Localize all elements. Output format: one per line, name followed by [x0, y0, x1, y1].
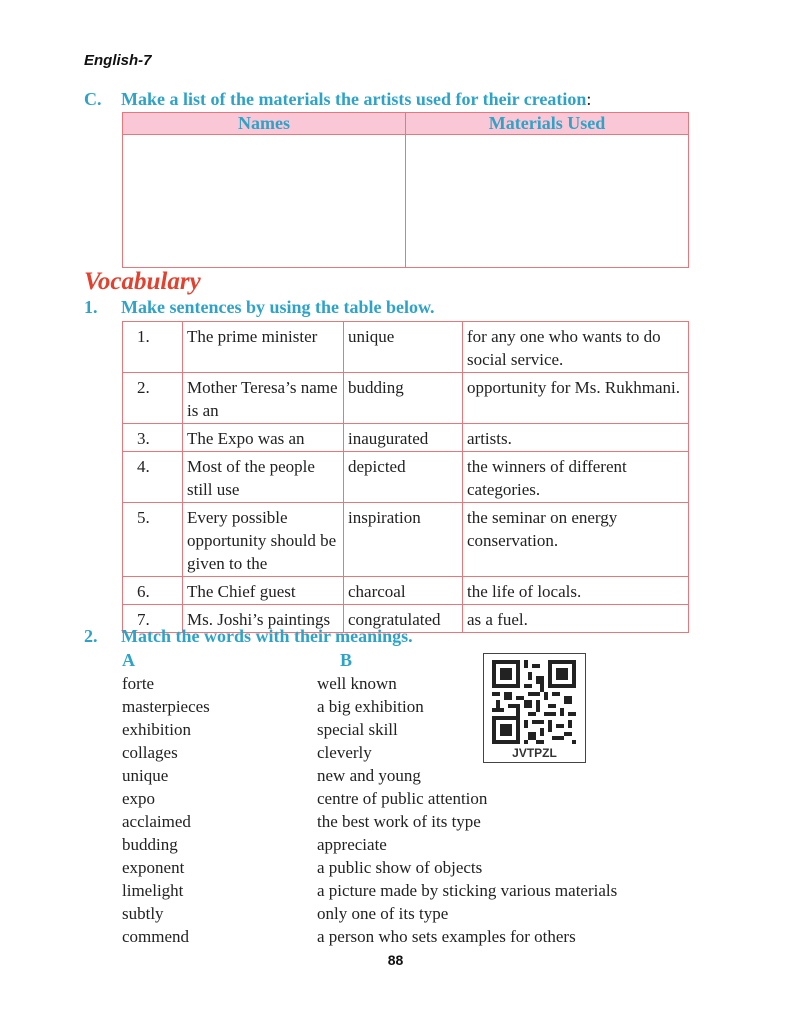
column-a-heading: A	[122, 650, 135, 670]
table-row	[123, 503, 689, 577]
section-c-text: Make a list of the materials the artists used for their creation	[121, 89, 587, 109]
qr-code-icon	[492, 660, 576, 744]
list-item: new and young	[317, 766, 421, 785]
word-cell: congratulated	[344, 605, 463, 633]
exercise-1-heading	[84, 297, 435, 318]
list-item: masterpieces	[122, 697, 210, 716]
word-cell: depicted	[344, 452, 463, 503]
section-c-number: C.	[84, 89, 102, 109]
list-item: only one of its type	[317, 904, 449, 923]
section-c-colon: :	[586, 89, 592, 109]
word-cell: inaugurated	[344, 424, 463, 452]
list-item: appreciate	[317, 835, 387, 854]
list-item: a person who sets examples for others	[317, 927, 576, 946]
list-item: acclaimed	[122, 812, 191, 831]
qr-code	[483, 653, 586, 763]
list-item: a public show of objects	[317, 858, 483, 877]
row-number: 7.	[123, 605, 183, 633]
table-row	[123, 577, 689, 605]
materials-table	[122, 112, 689, 268]
ending-cell: the life of locals.	[463, 577, 689, 605]
table-row	[123, 322, 689, 373]
ending-cell: the winners of different categories.	[463, 452, 689, 503]
column-b-heading: B	[340, 650, 353, 670]
list-item: exhibition	[122, 720, 191, 739]
row-number: 1.	[123, 322, 183, 373]
list-item: centre of public attention	[317, 789, 488, 808]
word-cell: charcoal	[344, 577, 463, 605]
ending-cell: artists.	[463, 424, 689, 452]
ending-cell: the seminar on energy conservation.	[463, 503, 689, 577]
materials-column-header: Materials Used	[406, 113, 689, 135]
list-item: cleverly	[317, 743, 372, 762]
list-item: the best work of its type	[317, 812, 481, 831]
names-blank-cell	[123, 135, 406, 268]
vocabulary-title: Vocabulary	[84, 268, 201, 295]
exercise-2-heading	[84, 626, 413, 647]
book-header: English-7	[84, 52, 152, 69]
list-item: collages	[122, 743, 178, 762]
exercise-2-text: Match the words with their meanings.	[121, 626, 413, 646]
table-row	[123, 424, 689, 452]
list-item: budding	[122, 835, 178, 854]
exercise-1-number: 1.	[84, 297, 98, 317]
subject-cell: The prime minister	[183, 322, 344, 373]
subject-cell: The Chief guest	[183, 577, 344, 605]
list-item: expo	[122, 789, 156, 808]
exercise-1-text: Make sentences by using the table below.	[121, 297, 435, 317]
page-number: 88	[387, 952, 404, 968]
subject-cell: Mother Teresa’s name is an	[183, 373, 344, 424]
row-number: 3.	[123, 424, 183, 452]
list-item: forte	[122, 674, 155, 693]
list-item: subtly	[122, 904, 164, 923]
row-number: 6.	[123, 577, 183, 605]
table-row	[123, 452, 689, 503]
subject-cell: Every possible opportunity should be given to the	[183, 503, 344, 577]
ending-cell: as a fuel.	[463, 605, 689, 633]
exercise-2-number: 2.	[84, 626, 98, 646]
section-c-heading	[84, 89, 591, 110]
row-number: 5.	[123, 503, 183, 577]
subject-cell: Most of the people still use	[183, 452, 344, 503]
list-item: a big exhibition	[317, 697, 424, 716]
names-column-header: Names	[123, 113, 406, 135]
qr-code-label: JVTPZL	[512, 746, 557, 760]
sentence-table	[122, 321, 689, 633]
table-row	[123, 373, 689, 424]
list-item: limelight	[122, 881, 184, 900]
word-cell: unique	[344, 322, 463, 373]
list-item: unique	[122, 766, 169, 785]
ending-cell: opportunity for Ms. Rukhmani.	[463, 373, 689, 424]
subject-cell: Ms. Joshi’s paintings	[183, 605, 344, 633]
materials-blank-cell	[406, 135, 689, 268]
row-number: 4.	[123, 452, 183, 503]
list-item: commend	[122, 927, 190, 946]
list-item: exponent	[122, 858, 185, 877]
row-number: 2.	[123, 373, 183, 424]
list-item: special skill	[317, 720, 398, 739]
list-item: a picture made by sticking various materials	[317, 881, 618, 900]
subject-cell: The Expo was an	[183, 424, 344, 452]
column-a-words	[122, 672, 210, 948]
word-cell: inspiration	[344, 503, 463, 577]
list-item: well known	[317, 674, 397, 693]
ending-cell: for any one who wants to do social service.	[463, 322, 689, 373]
word-cell: budding	[344, 373, 463, 424]
